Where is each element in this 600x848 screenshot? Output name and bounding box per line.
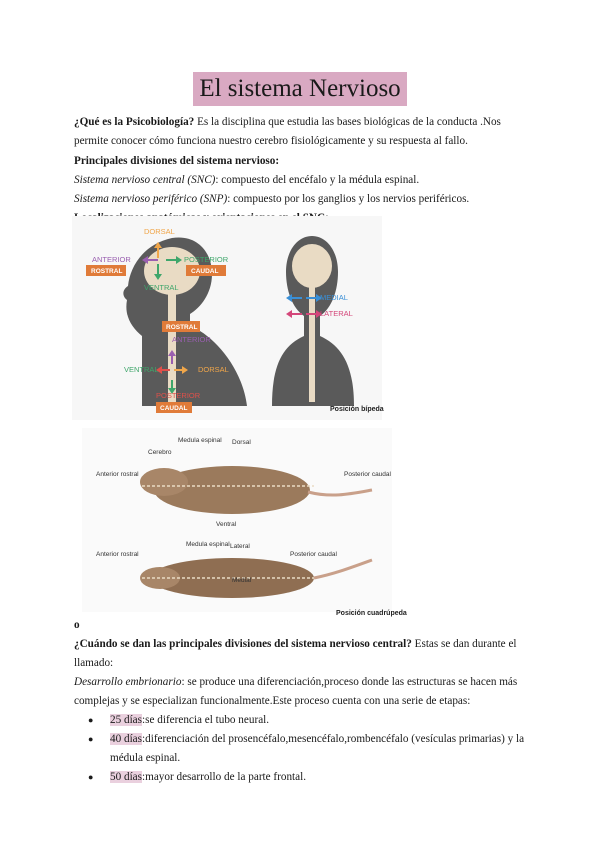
rat-orientation-figure (82, 428, 392, 612)
rat-label-ventral: Ventral (216, 521, 237, 528)
label-caudal-head: CAUDAL (191, 268, 219, 275)
intro-question: ¿Qué es la Psicobiología? (74, 116, 195, 128)
title-wrapper (0, 72, 600, 106)
stage-desc: :se diferencia el tubo neural. (142, 714, 270, 726)
label-caudal-spine: CAUDAL (160, 405, 188, 412)
stage-desc: :mayor desarrollo de la parte frontal. (142, 771, 307, 783)
human-orientation-figure (72, 216, 382, 420)
stage-desc: :diferenciación del prosencéfalo,mesencéfalo,rombencéfalo (vesículas primarias) y la médula espinal. (110, 733, 525, 764)
label-anterior-spine: ANTERIOR (172, 335, 211, 344)
rat-label-medula-top: Medula espinal (178, 437, 222, 444)
rat-label-lateral: Lateral (230, 543, 250, 550)
label-medial: MEDIAL (320, 293, 348, 302)
brain-back-shape (292, 244, 332, 288)
question2-text: ¿Cuándo se dan las principales divisiones del sistema nervioso central? (74, 638, 412, 650)
snp-line (74, 190, 534, 209)
rat-label-medula-bottom: Medula espinal (186, 541, 230, 548)
snp-desc: : compuesto por los ganglios y los nervios periféricos. (227, 193, 470, 205)
snc-desc: : compuesto del encéfalo y la médula espinal. (215, 174, 420, 186)
stray-o-mark: o (74, 619, 80, 631)
embryo-paragraph (74, 673, 534, 711)
embryo-term: Desarrollo embrionario (74, 676, 182, 688)
embryo-desc: : se produce una diferenciación,proceso donde las estructuras se hacen más complejas y se especializan funcionalmente.Este proceso cuenta con una serie de etapas: (74, 676, 518, 707)
rat-label-anterior-bottom: Anterior rostral (96, 551, 139, 558)
stage-days: 40 días (110, 733, 143, 745)
label-posterior-spine: POSTERIOR (156, 391, 201, 400)
stage-days: 25 días (110, 714, 143, 726)
spinal-cord-back (309, 282, 315, 402)
rat-head-side (140, 468, 188, 496)
stage-days: 50 días (110, 771, 143, 783)
stages-list (88, 711, 528, 787)
intro-answer: Es la disciplina que estudia las bases biológicas de la conducta .Nos permite conocer cómo funciona nuestro cerebro fisiológicamente y su respuesta al fallo. (74, 116, 501, 147)
label-rostral-head: ROSTRAL (91, 268, 123, 275)
question2-paragraph (74, 635, 534, 673)
rat-label-medial: Medial (232, 577, 252, 584)
label-dorsal-spine: DORSAL (198, 365, 229, 374)
caption-quadrupedal: Posición cuadrúpeda (336, 610, 407, 617)
label-anterior-head: ANTERIOR (92, 255, 131, 264)
label-ventral-spine: VENTRAL (124, 365, 159, 374)
caption-bipedal: Posición bípeda (330, 406, 384, 413)
label-posterior-head: POSTERIOR (184, 255, 229, 264)
rat-label-dorsal: Dorsal (232, 439, 251, 446)
label-rostral-spine: ROSTRAL (166, 324, 198, 331)
rat-label-posterior-top: Posterior caudal (344, 471, 391, 478)
label-lateral: LATERAL (320, 309, 353, 318)
question2-answer: Estas se dan durante el llamado: (74, 638, 517, 669)
rat-label-anterior-top: Anterior rostral (96, 471, 139, 478)
list-item (88, 768, 528, 787)
snc-term: Sistema nervioso central (SNC) (74, 174, 216, 186)
rat-label-posterior-bottom: Posterior caudal (290, 551, 337, 558)
snp-term: Sistema nervioso periférico (SNP) (74, 193, 228, 205)
rat-label-cerebro: Cerebro (148, 449, 172, 456)
intro-paragraph (74, 113, 534, 151)
divisions-heading: Principales divisiones del sistema nervioso: (74, 155, 280, 167)
label-dorsal-head: DORSAL (144, 227, 175, 236)
snc-line (74, 171, 534, 190)
page-title: El sistema Nervioso (193, 72, 406, 106)
label-ventral-head: VENTRAL (144, 283, 179, 292)
list-item (88, 730, 528, 768)
list-item (88, 711, 528, 730)
